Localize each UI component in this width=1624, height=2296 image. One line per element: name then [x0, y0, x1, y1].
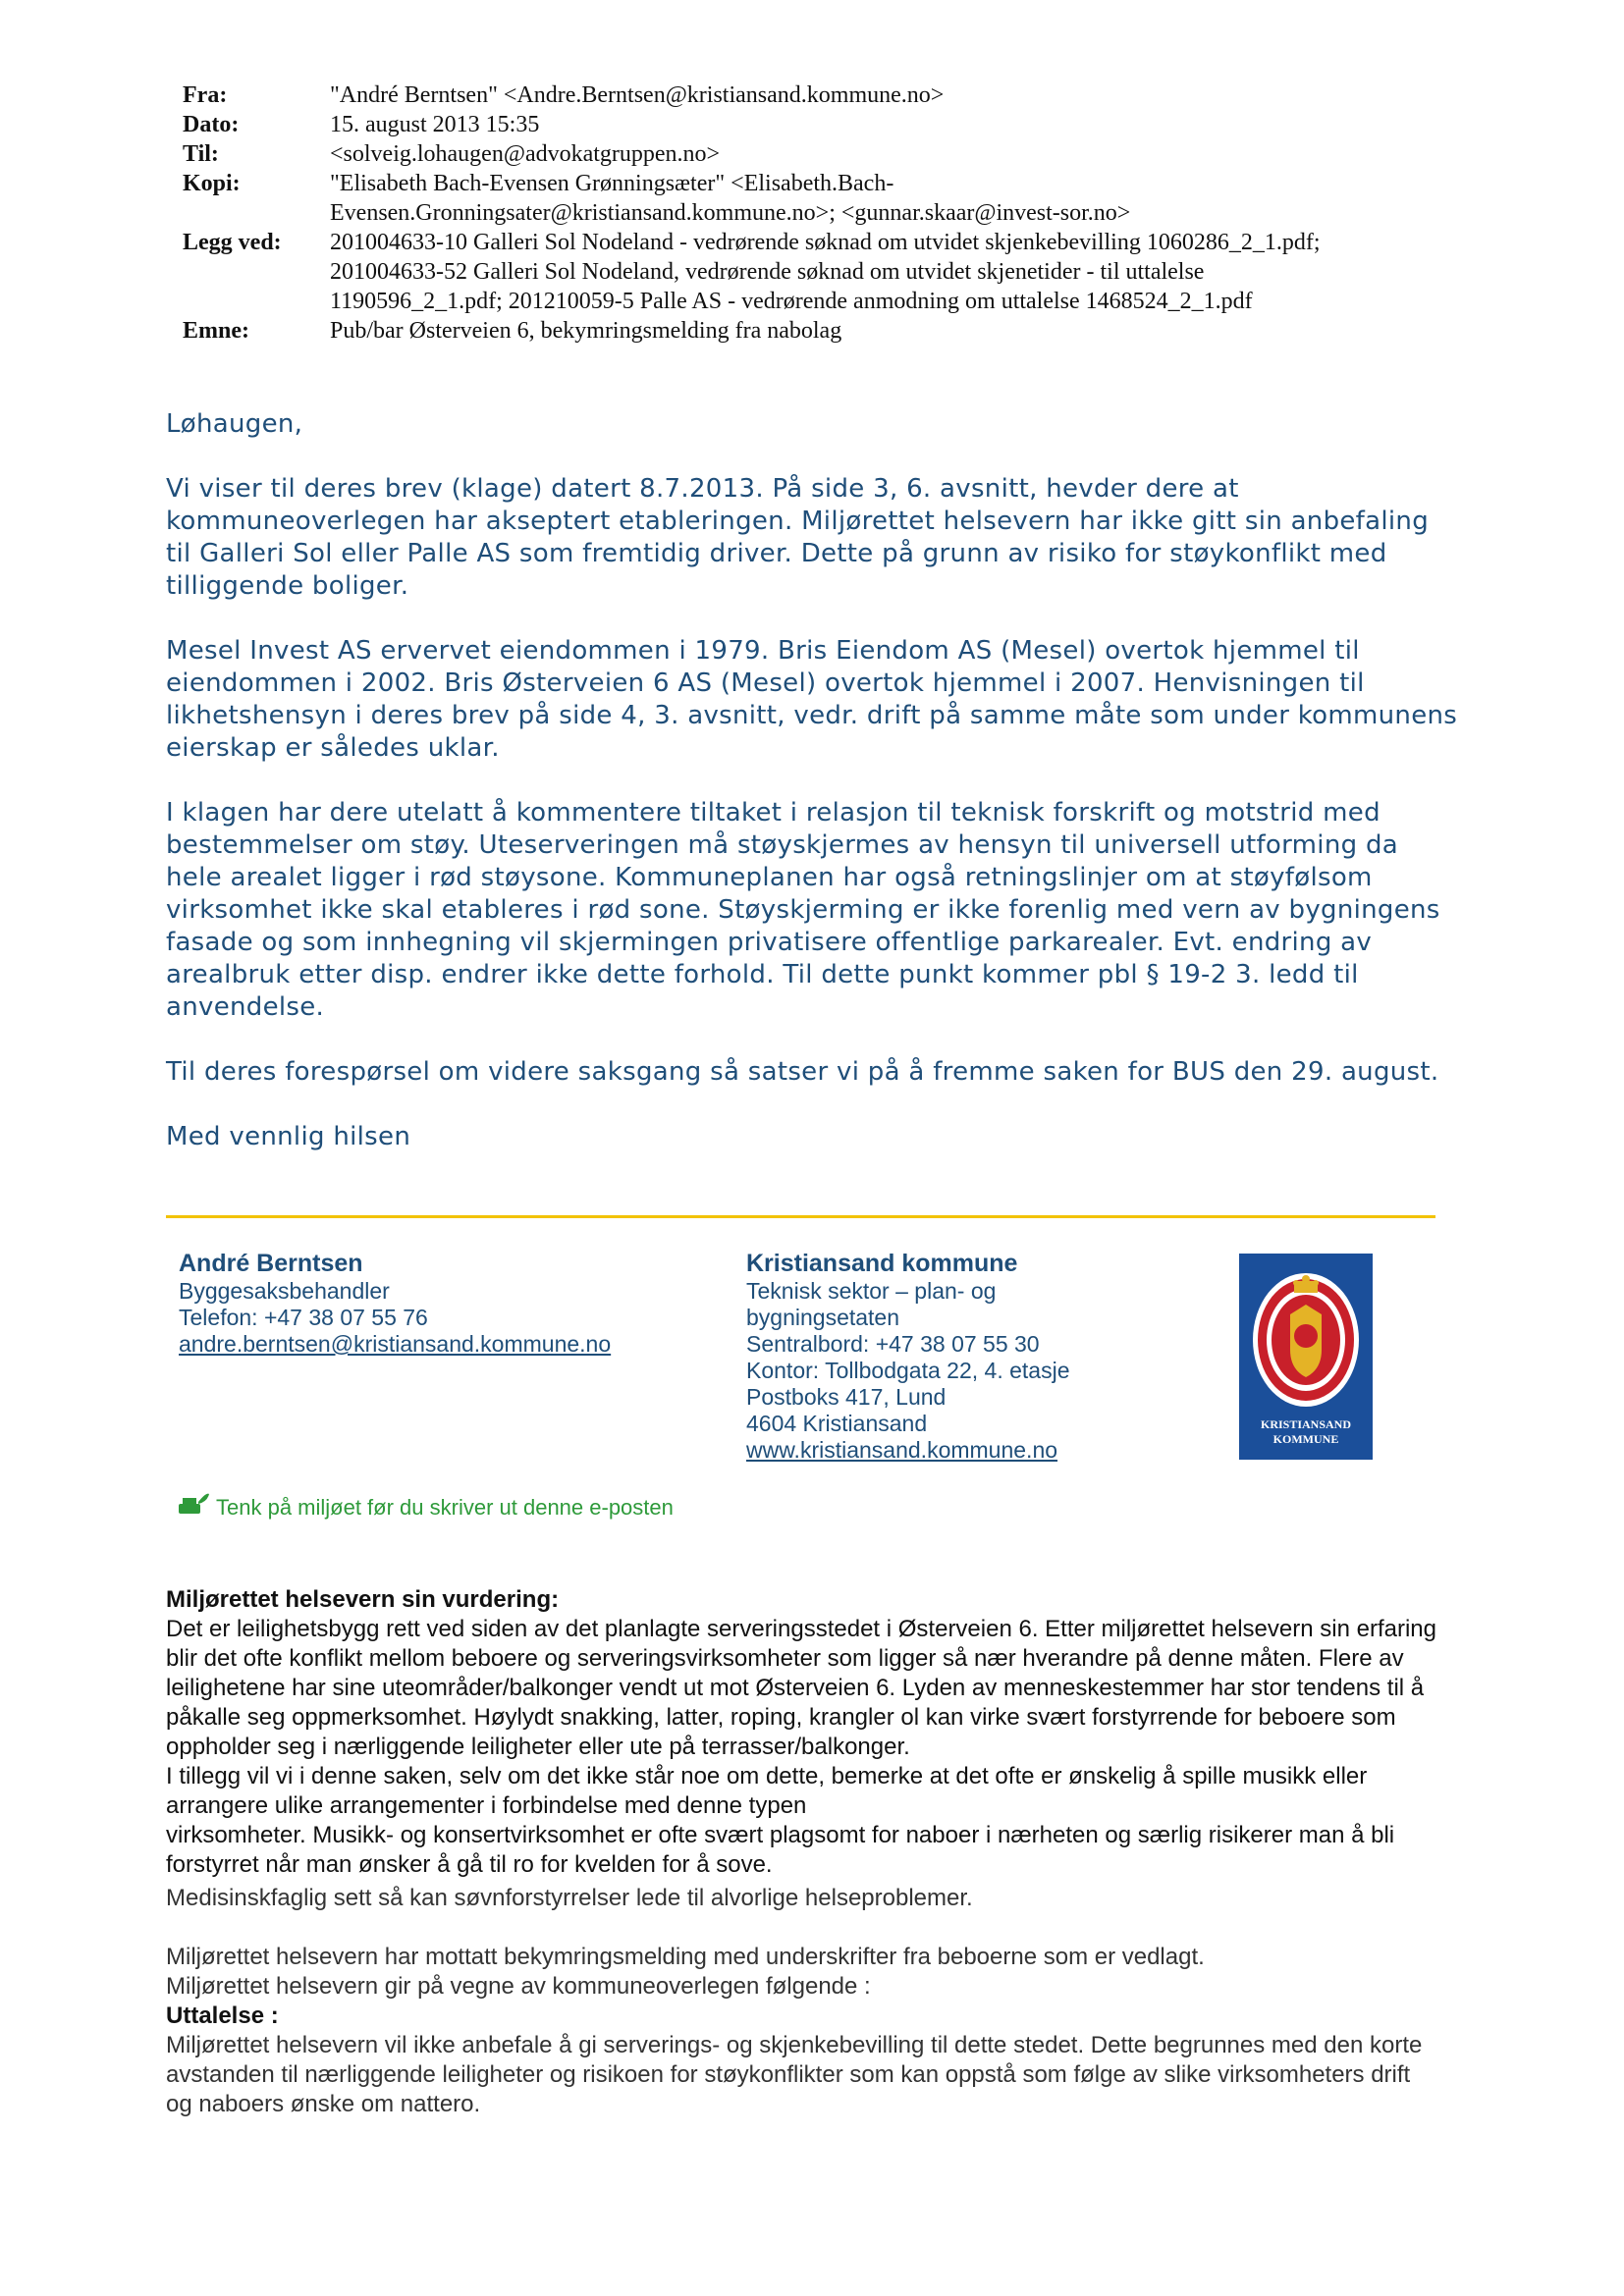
signature-divider [166, 1215, 1435, 1218]
greeting: Løhaugen, [166, 409, 303, 439]
header-key: Til: [183, 141, 219, 167]
header-value: <solveig.lohaugen@advokatgruppen.no> [330, 141, 721, 167]
header-row-date [183, 110, 1459, 139]
org-office: Kontor: Tollbodgata 22, 4. etasje [746, 1358, 1070, 1383]
org-dept-line: bygningsetaten [746, 1305, 900, 1330]
header-value: "Elisabeth Bach-Evensen Grønningsæter" <Elisabeth.Bach-Evensen.Gronningsater@kristiansand.kommune.no>; <gunnar.skaar@invest-sor.no> [330, 171, 1131, 226]
printer-leaf-icon [177, 1492, 210, 1523]
sender-phone: Telefon: +47 38 07 55 76 [179, 1305, 428, 1330]
header-key: Emne: [183, 318, 249, 344]
org-city: 4604 Kristiansand [746, 1411, 928, 1436]
email-header [183, 80, 1459, 346]
body-paragraph: Mesel Invest AS ervervet eiendommen i 1979. Bris Eiendom AS (Mesel) overtok hjemmel til eiendommen i 2002. Bris Østerveien 6 AS (Mesel) overtok hjemmel i 2007. Henvisningen til likhetshensyn i deres brev på side 4, 3. avsnitt, vedr. drift på samme måte som under kommunens eierskap er således uklar. [166, 636, 1458, 763]
assessment-paragraph: Det er leilighetsbygg rett ved siden av det planlagte serveringsstedet i Østerveien 6. Etter miljørettet helsevern sin erfaring blir det ofte konflikt mellom beboere og serveringsvirksomheter som ligger så nær hverandre på denne måten. Flere av leilighetene har sine uteområder/balkonger vendt ut mot Østerveien 6. Lyden av menneskestemmer har stor tendens til å påkalle seg oppmerksomhet. Høylydt snakking, latter, roping, krangler ol kan virke svært forstyrrende for beboere som oppholder seg i nærliggende leiligheter eller ute på terrasser/balkonger. [166, 1616, 1436, 1760]
email-body [166, 408, 1462, 1186]
signature-person [179, 1249, 611, 1358]
assessment-paragraph: Miljørettet helsevern gir på vegne av kommuneoverlegen følgende : [166, 1973, 871, 2000]
eco-note-text: Tenk på miljøet før du skriver ut denne e-posten [216, 1495, 674, 1520]
org-website-link[interactable]: www.kristiansand.kommune.no [746, 1437, 1058, 1463]
body-paragraph: I klagen har dere utelatt å kommentere tiltaket i relasjon til teknisk forskrift og motstrid med bestemmelser om støy. Uteserveringen må støyskjermes av hensyn til universell utforming da hele arealet ligger i rød støysone. Kommuneplanen har også retningslinjer om at støyfølsom virksomhet ikke skal etableres i rød sone. Støyskjerming er ikke forenlig med vern av bygningens fasade og som innhegning vil skjermingen privatisere offentlige parkarealer. Evt. endring av arealbruk etter disp. endrer ikke dette forhold. Til dette punkt kommer pbl § 19-2 3. ledd til anvendelse. [166, 798, 1440, 1022]
header-row-attachments [183, 228, 1459, 316]
header-row-to [183, 139, 1459, 169]
header-value: 201004633-10 Galleri Sol Nodeland - vedrørende søknad om utvidet skjenkebevilling 1060286_2_1.pdf; 201004633-52 Galleri Sol Nodeland, vedrørende søknad om utvidet skjenetider - til uttalelse 1190596_2_1.pdf; 201210059-5 Palle AS - vedrørende anmodning om uttalelse 1468524_2_1.pdf [330, 230, 1321, 314]
header-row-from [183, 80, 1459, 110]
org-switchboard: Sentralbord: +47 38 07 55 30 [746, 1331, 1040, 1357]
closing: Med vennlig hilsen [166, 1122, 411, 1151]
assessment-paragraph: Medisinskfaglig sett så kan søvnforstyrrelser lede til alvorlige helseproblemer. [166, 1885, 973, 1911]
assessment-paragraph: Miljørettet helsevern har mottatt bekymringsmelding med underskrifter fra beboerne som er vedlagt. [166, 1944, 1205, 1970]
org-name: Kristiansand kommune [746, 1250, 1018, 1277]
org-dept-line: Teknisk sektor – plan- og [746, 1278, 997, 1304]
assessment-section [166, 1585, 1442, 2119]
sender-name: André Berntsen [179, 1250, 363, 1277]
header-key: Fra: [183, 82, 228, 108]
statement-paragraph: Miljørettet helsevern vil ikke anbefale å gi serverings- og skjenkebevilling til dette stedet. Dette begrunnes med den korte avstanden til nærliggende leiligheter og risikoen for støykonflikter som kan oppstå som følge av slike virksomheters drift og naboers ønske om nattero. [166, 2032, 1423, 2117]
sender-email-link[interactable]: andre.berntsen@kristiansand.kommune.no [179, 1331, 612, 1357]
header-row-cc [183, 169, 1459, 228]
svg-text:KRISTIANSAND: KRISTIANSAND [1260, 1417, 1352, 1431]
header-value: "André Berntsen" <Andre.Berntsen@kristiansand.kommune.no> [330, 82, 945, 108]
org-pobox: Postboks 417, Lund [746, 1384, 947, 1410]
header-key: Dato: [183, 112, 240, 137]
header-key: Legg ved: [183, 230, 282, 255]
statement-heading: Uttalelse : [166, 2002, 279, 2029]
eco-note [177, 1492, 674, 1523]
assessment-paragraph: I tillegg vil vi i denne saken, selv om det ikke står noe om dette, bemerke at det ofte er ønskelig å spille musikk eller arrangere ulike arrangementer i forbindelse med denne typen [166, 1763, 1368, 1819]
assessment-heading: Miljørettet helsevern sin vurdering: [166, 1586, 560, 1613]
body-paragraph: Til deres forespørsel om videre saksgang så satser vi på å fremme saken for BUS den 29. august. [166, 1057, 1439, 1087]
header-row-subject [183, 316, 1459, 346]
sender-title: Byggesaksbehandler [179, 1278, 390, 1304]
header-value: 15. august 2013 15:35 [330, 112, 540, 137]
body-paragraph: Vi viser til deres brev (klage) datert 8.7.2013. På side 3, 6. avsnitt, hevder dere at kommuneoverlegen har akseptert etableringen. Miljørettet helsevern har ikke gitt sin anbefaling til Galleri Sol eller Palle AS som fremtidig driver. Dette på grunn av risiko for støykonflikt med tilliggende boliger. [166, 474, 1429, 601]
header-key: Kopi: [183, 171, 241, 196]
signature-org [746, 1249, 1069, 1464]
header-value: Pub/bar Østerveien 6, bekymringsmelding fra nabolag [330, 318, 842, 344]
assessment-paragraph: virksomheter. Musikk- og konsertvirksomhet er ofte svært plagsomt for naboer i nærheten og særlig risikerer man å bli forstyrret når man ønsker å gå til ro for kvelden for å sove. [166, 1822, 1395, 1878]
kristiansand-crest-logo [1239, 1254, 1373, 1460]
svg-text:KOMMUNE: KOMMUNE [1272, 1432, 1339, 1446]
